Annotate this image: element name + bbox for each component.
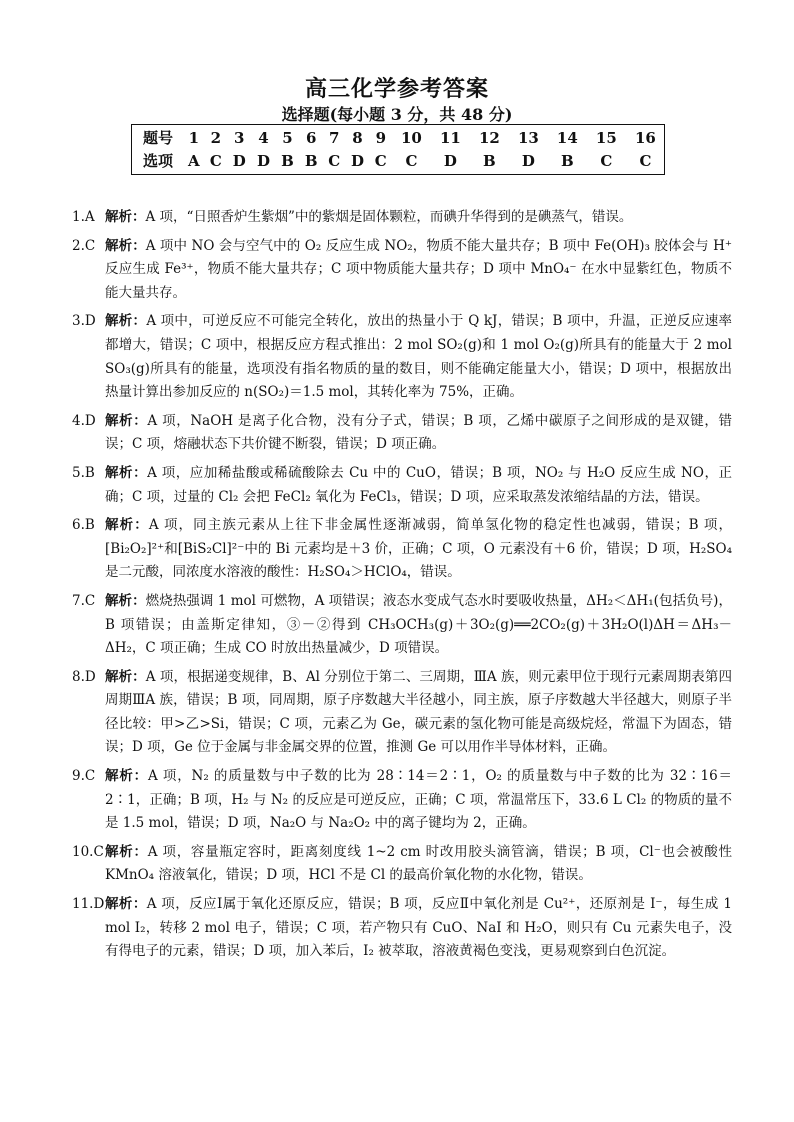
explanation-text: A 项，反应Ⅰ属于氧化还原反应，错误；B 项，反应Ⅱ中氧化剂是 Cu²⁺，还原剂是 I⁻，每生成 1 mol I₂，转移 2 mol 电子，错误；C 项，若产物只有 CuO、NaI 和 H₂O，则只有 Cu 元素失电子，没有得电子的元素，错误；D 项，加入苯后，I₂ 被萃取，溶液黄褐色变浅，更易观察到白色沉淀。 xyxy=(105,896,733,960)
question-number: 12 xyxy=(478,128,500,147)
question-number: 5 xyxy=(282,128,293,147)
section-subtitle: 选择题(每小题 3 分，共 48 分) xyxy=(281,105,513,124)
question-number: 4 xyxy=(258,128,269,147)
explanation-item xyxy=(72,462,732,509)
question-number: 16 xyxy=(634,128,656,147)
row-label-option: 选项 xyxy=(142,152,173,170)
document-title: 高三化学参考答案 xyxy=(304,76,489,102)
explanation-item xyxy=(72,765,732,836)
explanation-number: 6.B xyxy=(72,517,95,534)
answer-option: A xyxy=(188,151,200,170)
explanation-label: 解析： xyxy=(105,843,148,860)
question-number: 10 xyxy=(400,128,422,147)
explanation-item xyxy=(72,841,732,888)
question-number: 2 xyxy=(210,128,222,147)
answer-option: D xyxy=(350,151,364,170)
question-number: 11 xyxy=(439,128,461,147)
explanation-label: 解析： xyxy=(105,237,146,254)
answer-option: D xyxy=(232,151,246,170)
explanation-number: 2.C xyxy=(72,237,96,254)
explanation-body xyxy=(105,666,732,760)
answer-option: C xyxy=(209,151,222,170)
explanation-label: 解析： xyxy=(105,517,149,534)
answer-option: D xyxy=(443,151,457,170)
explanation-label: 解析： xyxy=(105,412,148,429)
question-number: 1 xyxy=(188,128,200,147)
explanation-text: A 项，NaOH 是离子化合物，没有分子式，错误；B 项，乙烯中碳原子之间形成的是双键，错误；C 项，熔融状态下共价键不断裂，错误；D 项正确。 xyxy=(105,412,733,453)
explanation-body xyxy=(105,765,732,836)
answer-option: C xyxy=(639,151,652,170)
question-number: 9 xyxy=(375,128,386,147)
answer-option: B xyxy=(561,151,574,170)
explanation-item xyxy=(72,310,732,404)
explanation-number: 4.D xyxy=(72,412,96,429)
question-number: 6 xyxy=(305,128,317,147)
explanation-item xyxy=(72,514,732,585)
explanation-body xyxy=(105,841,732,888)
explanation-label: 解析： xyxy=(105,464,148,481)
explanation-list xyxy=(72,206,732,969)
answer-table-option-row xyxy=(133,149,665,172)
row-label-number: 题号 xyxy=(142,129,173,147)
explanation-label: 解析： xyxy=(105,896,147,913)
explanation-text: A 项，根据递变规律，B、Al 分别位于第二、三周期，ⅢA 族，则元素甲位于现行元素周期表第四周期ⅢA 族，错误；B 项，同周期，原子序数越大半径越小，同主族，原子序数越大半径越大，则原子半径比较：甲>乙>Si，错误；C 项，元素乙为 Ge，碳元素的氢化物可能是高级烷烃，常温下为固态，错误；D 项，Ge 位于金属与非金属交界的位置，推测 Ge 可以用作半导体材料，正确。 xyxy=(105,668,732,756)
explanation-label: 解析： xyxy=(105,313,147,330)
explanation-body xyxy=(105,235,732,306)
explanation-label: 解析： xyxy=(105,592,146,609)
explanation-item xyxy=(72,206,732,230)
explanation-item xyxy=(72,666,732,760)
explanation-text: A 项，N₂ 的质量数与中子数的比为 28∶14＝2∶1，O₂ 的质量数与中子数的比为 32∶16＝2∶1，正确；B 项，H₂ 与 N₂ 的反应是可逆反应，正确；C 项，常温常压下，33.6 L Cl₂ 的物质的量不是 1.5 mol，错误；D 项，Na₂O 与 Na₂O₂ 中的离子键均为 2，正确。 xyxy=(105,768,732,832)
explanation-body xyxy=(105,462,732,509)
answer-option: C xyxy=(600,151,613,170)
answer-option: B xyxy=(304,151,318,170)
explanation-text: 燃烧热强调 1 mol 可燃物，A 项错误；液态水变成气态水时要吸收热量，ΔH₂＜ΔH₁(包括负号)，B 项错误；由盖斯定律知，③－②得到 CH₃OCH₃(g)＋3O₂(g)══2CO₂(g)＋3H₂O(l)ΔH＝ΔH₃－ΔH₂，C 项正确；生成 CO 时放出热量减少，D 项错误。 xyxy=(105,592,732,657)
question-number: 3 xyxy=(233,128,245,147)
explanation-number: 7.C xyxy=(72,592,96,609)
explanation-body xyxy=(105,590,732,661)
question-number: 13 xyxy=(517,128,539,147)
explanation-text: A 项，“日照香炉生紫烟”中的紫烟是固体颗粒，而碘升华得到的是碘蒸气，错误。 xyxy=(145,209,633,225)
answer-option: B xyxy=(483,151,496,170)
explanation-number: 5.B xyxy=(72,464,95,481)
explanation-number: 8.D xyxy=(72,668,96,685)
explanation-body xyxy=(105,514,732,585)
explanation-label: 解析： xyxy=(105,768,148,785)
explanation-item xyxy=(72,235,732,306)
answer-table-number-row xyxy=(133,126,665,149)
explanation-item xyxy=(72,410,732,457)
question-number: 8 xyxy=(352,128,363,147)
question-number: 7 xyxy=(328,128,340,147)
explanation-body xyxy=(105,206,732,230)
explanation-text: A 项中 NO 会与空气中的 O₂ 反应生成 NO₂，物质不能大量共存；B 项中 Fe(OH)₃ 胶体会与 H⁺ 反应生成 Fe³⁺，物质不能大量共存；C 项中物质能大量共存；D 项中 MnO₄⁻ 在水中显紫红色，物质不能大量共存。 xyxy=(105,237,732,301)
answer-table xyxy=(133,126,665,172)
answer-option: D xyxy=(256,151,270,170)
answer-option: C xyxy=(374,151,387,170)
explanation-number: 9.C xyxy=(72,768,96,785)
explanation-item xyxy=(72,590,732,661)
explanation-text: A 项，应加稀盐酸或稀硫酸除去 Cu 中的 CuO，错误；B 项，NO₂ 与 H₂O 反应生成 NO，正确；C 项，过量的 Cl₂ 会把 FeCl₂ 氧化为 FeCl₃，错误；D 项，应采取蒸发浓缩结晶的方法，错误。 xyxy=(105,464,732,505)
explanation-body xyxy=(105,893,732,964)
question-number: 15 xyxy=(595,128,617,147)
explanation-label: 解析： xyxy=(105,209,146,225)
explanation-item xyxy=(72,893,732,964)
answer-option: C xyxy=(328,151,341,170)
answer-option: C xyxy=(405,151,418,170)
explanation-text: A 项中，可逆反应不可能完全转化，放出的热量小于 Q kJ，错误；B 项中，升温，正逆反应速率都增大，错误；C 项中，根据反应方程式推出：2 mol SO₂(g)和 1 mol O₂(g)所具有的能量大于 2 mol SO₃(g)所具有的能量，选项没有指名物质的量的数目，则不能确定能量大小，错误；D 项中，根据放出热量计算出参加反应的 n(SO₂)＝1.5 mol，其转化率为 75%，正确。 xyxy=(105,313,733,401)
explanation-text: A 项，同主族元素从上往下非金属性逐渐减弱，简单氢化物的稳定性也减弱，错误；B 项，[Bi₂O₂]²⁺和[BiS₂Cl]²⁻中的 Bi 元素均是＋3 价，正确；C 项，O 元素没有＋6 价，错误；D 项，H₂SO₄ 是二元酸，同浓度水溶液的酸性：H₂SO₄＞HClO₄，错误。 xyxy=(105,517,732,581)
explanation-number: 3.D xyxy=(72,313,96,330)
explanation-text: A 项，容量瓶定容时，距离刻度线 1~2 cm 时改用胶头滴管滴，错误；B 项，Cl⁻也会被酸性 KMnO₄ 溶液氧化，错误；D 项，HCl 不是 Cl 的最高价氧化物的水化物，错误。 xyxy=(105,843,733,884)
explanation-number: 1.A xyxy=(72,209,95,225)
answer-option: B xyxy=(281,151,294,170)
explanation-body xyxy=(105,310,732,404)
question-number: 14 xyxy=(556,128,578,147)
answer-option: D xyxy=(521,151,535,170)
explanation-label: 解析： xyxy=(105,668,146,685)
explanation-number: 10.C xyxy=(72,843,104,860)
explanation-number: 11.D xyxy=(72,896,105,913)
explanation-body xyxy=(105,410,732,457)
